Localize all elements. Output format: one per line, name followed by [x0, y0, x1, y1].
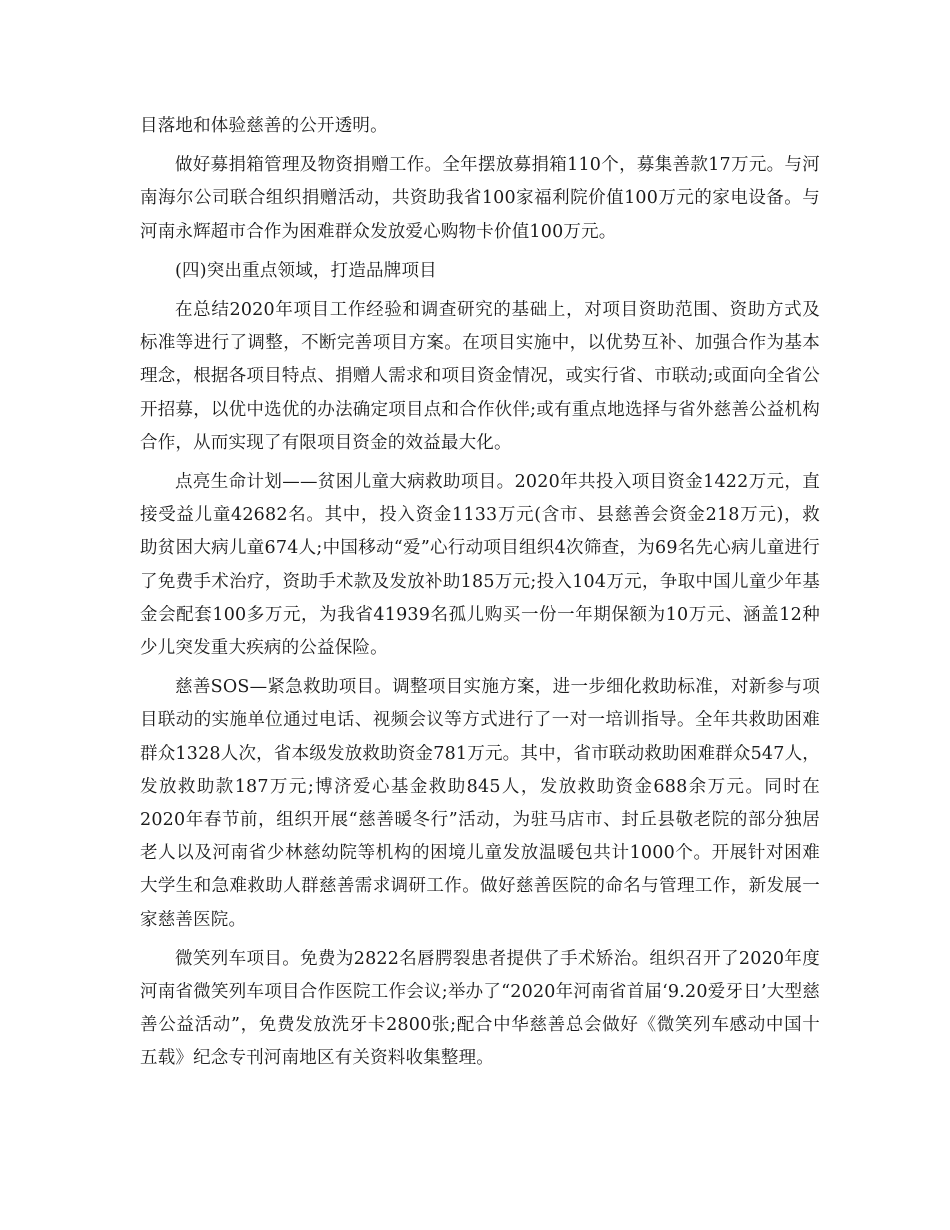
paragraph-project-summary: 在总结2020年项目工作经验和调查研究的基础上，对项目资助范围、资助方式及标准等进行了调整，不断完善项目方案。在项目实施中，以优势互补、加强合作为基本理念，根据各项目特点、捐赠人需求和项目资金情况，或实行省、市联动;或面向全省公开招募，以优中选优的办法确定项目点和合作伙伴;或有重点地选择与省外慈善公益机构合作，从而实现了有限项目资金的效益最大化。	[140, 300, 820, 453]
paragraph-sos-project: 慈善SOS—紧急救助项目。调整项目实施方案，进一步细化救助标准，对新参与项目联动的实施单位通过电话、视频会议等方式进行了一对一培训指导。全年共救助困难群众1328人次，省本级发放救助资金781万元。其中，省市联动救助困难群众547人，发放救助款187万元;博济爱心基金救助845人，发放救助资金688余万元。同时在2020年春节前，组织开展“慈善暖冬行”活动，为驻马店市、封丘县敬老院的部分独居老人以及河南省少林慈幼院等机构的困境儿童发放温暖包共计1000个。开展针对困难大学生和急难救助人群慈善需求调研工作。做好慈善医院的命名与管理工作，新发展一家慈善医院。	[140, 677, 820, 930]
paragraph-continuation: 目落地和体验慈善的公开透明。	[140, 116, 388, 136]
paragraph-donation-boxes: 做好募捐箱管理及物资捐赠工作。全年摆放募捐箱110个，募集善款17万元。与河南海尔公司联合组织捐赠活动，共资助我省100家福利院价值100万元的家电设备。与河南永辉超市合作为困难群众发放爱心购物卡价值100万元。	[140, 155, 820, 242]
document-body	[140, 110, 820, 1076]
section-heading: (四)突出重点领域，打造品牌项目	[175, 260, 437, 281]
paragraph-child-illness-project: 点亮生命计划——贫困儿童大病救助项目。2020年共投入项目资金1422万元，直接受益儿童42682名。其中，投入资金1133万元(含市、县慈善会资金218万元)，救助贫困大病儿童674人;中国移动“爱”心行动项目组织4次筛查，为69名先心病儿童进行了免费手术治疗，资助手术款及发放补助185万元;投入104万元，争取中国儿童少年基金会配套100多万元，为我省41939名孤儿购买一份一年期保额为10万元、涵盖12种少儿突发重大疾病的公益保险。	[140, 472, 820, 659]
paragraph-smile-train-project: 微笑列车项目。免费为2822名唇腭裂患者提供了手术矫治。组织召开了2020年度河南省微笑列车项目合作医院工作会议;举办了“2020年河南省首届‘9.20爱牙日’大型慈善公益活动”，免费发放洗牙卡2800张;配合中华慈善总会做好《微笑列车感动中国十五载》纪念专刊河南地区有关资料收集整理。	[140, 948, 820, 1069]
